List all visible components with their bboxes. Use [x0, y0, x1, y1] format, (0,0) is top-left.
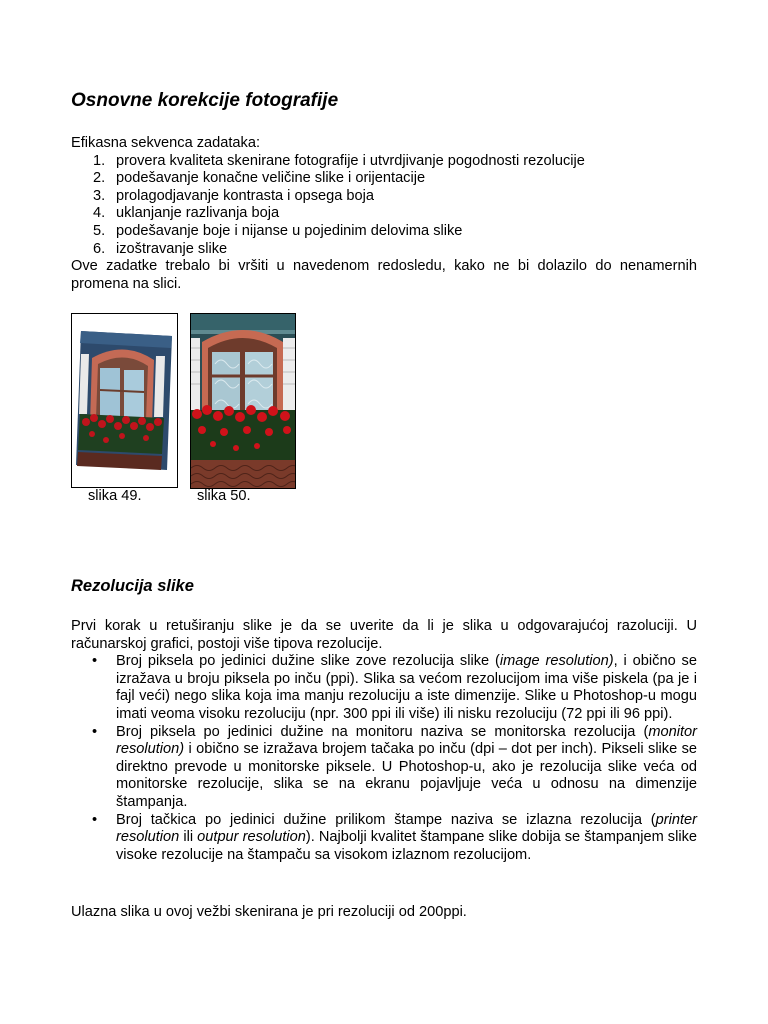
resolution-section	[71, 618, 697, 864]
list-item-text: prolagodjavanje kontrasta i opsega boja	[116, 187, 375, 204]
list-item	[71, 724, 697, 812]
list-item	[71, 205, 697, 223]
section-heading: Rezolucija slike	[71, 577, 194, 595]
bullet-text: Broj tačkica po jedinici dužine prilikom štampe naziva se izlazna rezolucija (	[116, 811, 656, 828]
bullet-icon: •	[92, 653, 98, 670]
list-number: 4.	[93, 205, 106, 222]
page-title: Osnovne korekcije fotografije	[71, 90, 339, 111]
list-item	[71, 153, 697, 171]
figure-caption-50: slika 50.	[197, 488, 251, 504]
figure-49	[71, 313, 178, 488]
bullet-icon: •	[92, 811, 98, 828]
list-item-text: podešavanje boje i nijanse u pojedinim delovima slike	[116, 222, 463, 239]
bullet-text: i obično se izražava brojem tačaka po inču (dpi – dot per inch). Pikseli slike se direktno prevode u monitorske piksele. U Photoshop-u, ako je rezolucija slike veća od monitorske rezolucije, slika se na ekranu pojavljuje veća u odnosu na dimenzije štampanja.	[116, 741, 697, 810]
term-italic: image resolution)	[499, 653, 614, 670]
figure-50	[190, 313, 296, 489]
list-item-text: provera kvaliteta skenirane fotografije i utvrdjivanje pogodnosti rezolucije	[116, 152, 585, 169]
list-number: 3.	[93, 187, 106, 204]
list-number: 1.	[93, 152, 106, 169]
list-item-text: izoštravanje slike	[116, 240, 228, 257]
list-number: 2.	[93, 170, 106, 187]
order-note: Ove zadatke trebalo bi vršiti u navedenom redosledu, kako ne bi dolazilo do nenamernih promena na slici.	[71, 258, 697, 292]
list-item	[71, 653, 697, 723]
list-item	[71, 812, 697, 865]
window-photo-corrected	[191, 314, 295, 488]
final-note: Ulazna slika u ovoj vežbi skenirana je pri rezoluciji od 200ppi.	[71, 904, 467, 920]
bullet-list	[71, 653, 697, 864]
bullet-text: ). Najbolji kvalitet štampane slike dobija se štampanjem slike visoke rezolucije na štampaču sa visokom izlaznom rezolucijom.	[116, 829, 697, 863]
bullet-text: Broj piksela po jedinici dužine slike zove rezolucija slike (	[116, 653, 500, 670]
window-photo-skewed	[72, 314, 177, 487]
figure-group	[71, 313, 311, 508]
term-italic: monitor resolution)	[116, 723, 697, 758]
list-item	[71, 188, 697, 206]
list-item	[71, 241, 697, 259]
list-number: 5.	[93, 222, 106, 239]
bullet-icon: •	[92, 723, 98, 740]
list-item-text: podešavanje konačne veličine slike i orijentacije	[116, 170, 426, 187]
term-italic: outpur resolution	[197, 829, 306, 846]
bullet-text: Broj piksela po jedinici dužine na monitoru naziva se monitorska rezolucija (	[116, 723, 649, 740]
figure-caption-49: slika 49.	[88, 488, 142, 504]
list-item	[71, 223, 697, 241]
paragraph: Prvi korak u retuširanju slike je da se uverite da li je slika u odgovarajućoj razoluciji. U računarskoj grafici, postoji više tipova rezolucije.	[71, 618, 697, 652]
list-number: 6.	[93, 240, 106, 257]
term-italic: printer resolution	[116, 811, 697, 846]
bullet-text: , i obično se izražava u broju piksela po inču (ppi). Slika sa većom rezolucijom ima više piskela (pa je i fajl veći) nego slika koja ima manju rezoluciju a iste dimenzije. Slike u Photoshop-u mogu imati veoma visoku rezoluciju (npr. 300 ppi ili više) ili nisku rezoluciju (72 ppi ili 96 ppi).	[116, 653, 697, 722]
list-item-text: uklanjanje razlivanja boja	[116, 205, 280, 222]
list-item	[71, 170, 697, 188]
intro-label: Efikasna sekvenca zadataka:	[71, 135, 261, 151]
task-list	[71, 153, 697, 259]
intro-section	[71, 135, 697, 293]
bullet-text: ili	[179, 829, 198, 846]
